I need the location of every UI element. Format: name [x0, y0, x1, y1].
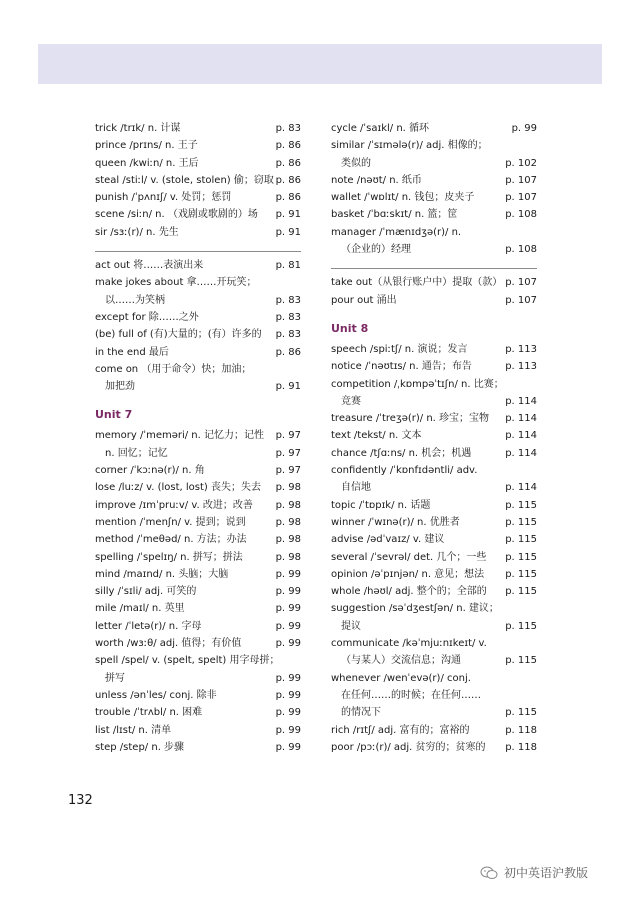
page-reference: p. 83 — [275, 123, 301, 134]
entry-text: notice /ˈnəʊtɪs/ n. 通告；布告 — [331, 361, 472, 373]
entry-text: n. 回忆；记忆 — [105, 447, 168, 459]
glossary-entry-line — [95, 172, 301, 189]
page-reference: p. 108 — [505, 209, 537, 221]
page-reference: p. 114 — [505, 430, 537, 442]
entry-text: queen /kwiːn/ n. 王后 — [95, 157, 199, 169]
entry-text: act out 将……表演出来 — [95, 260, 204, 272]
glossary-entry-line — [331, 155, 537, 172]
glossary-entry-line — [95, 652, 301, 669]
entry-text: make jokes about 拿……开玩笑； — [95, 277, 257, 289]
glossary-entry-line — [331, 618, 537, 635]
page-reference: p. 115 — [505, 586, 537, 598]
glossary-entry-line — [95, 344, 301, 361]
glossary-entry-line — [331, 120, 537, 137]
entry-text: 以……为笑柄 — [105, 294, 165, 306]
left-phrase-list — [95, 251, 301, 395]
page-reference: p. 115 — [505, 499, 537, 511]
page-reference: p. 115 — [505, 620, 537, 632]
entry-text: silly /ˈsɪli/ adj. 可笑的 — [95, 586, 197, 598]
right-phrase-list — [331, 268, 537, 309]
glossary-entry-line — [95, 274, 301, 291]
entry-text: spelling /ˈspelɪŋ/ n. 拼写；拼法 — [95, 551, 243, 563]
entry-text: （企业的）经理 — [341, 244, 411, 256]
glossary-entry-line — [95, 497, 301, 514]
glossary-entry-line — [331, 445, 537, 462]
entry-text: similar /ˈsɪmələ(r)/ adj. 相像的； — [331, 140, 488, 152]
entry-text: mention /ˈmenʃn/ v. 提到；说到 — [95, 516, 246, 528]
glossary-entry-line — [95, 257, 301, 274]
page-reference: p. 98 — [275, 499, 301, 511]
entry-text: basket /ˈbɑːskɪt/ n. 篮；筐 — [331, 209, 458, 221]
glossary-entry-line — [331, 462, 537, 479]
unit-7-heading: Unit 7 — [95, 408, 133, 422]
page-reference: p. 107 — [505, 277, 537, 289]
glossary-entry-line — [95, 566, 301, 583]
entry-text: come on （用于命令）快；加油； — [95, 363, 252, 375]
entry-text: (be) full of (有)大量的；(有）许多的 — [95, 329, 262, 341]
page-reference: p. 86 — [275, 140, 301, 152]
glossary-entry-line — [95, 309, 301, 326]
page-reference: p. 91 — [275, 381, 301, 393]
entry-text: advise /ədˈvaɪz/ v. 建议 — [331, 534, 445, 546]
page-reference: p. 86 — [275, 192, 301, 204]
entry-text: improve /ɪmˈpruːv/ v. 改进；改善 — [95, 499, 253, 511]
glossary-entry-line — [331, 206, 537, 223]
page-reference: p. 83 — [275, 294, 301, 306]
glossary-entry-line — [95, 479, 301, 496]
entry-text: treasure /ˈtreʒə(r)/ n. 珍宝；宝物 — [331, 413, 490, 425]
entry-text: 的情况下 — [341, 707, 381, 719]
page-reference: p. 98 — [275, 482, 301, 494]
page-number: 132 — [68, 793, 93, 808]
page-reference: p. 99 — [511, 123, 537, 134]
glossary-entry-line — [331, 549, 537, 566]
page-reference: p. 97 — [275, 430, 301, 442]
entry-text: speech /spiːtʃ/ n. 演说；发言 — [331, 343, 468, 355]
entry-text: steal /stiːl/ v. (stole, stolen) 偷；窃取 — [95, 174, 274, 186]
glossary-entry-line — [331, 137, 537, 154]
page-reference: p. 115 — [505, 534, 537, 546]
glossary-entry-line — [95, 189, 301, 206]
page-reference: p. 99 — [275, 620, 301, 632]
glossary-entry-line — [331, 479, 537, 496]
entry-text: 提议 — [341, 620, 361, 632]
entry-text: whole /həʊl/ adj. 整个的；全部的 — [331, 586, 487, 598]
glossary-entry-line — [331, 739, 537, 756]
glossary-entry-line — [95, 687, 301, 704]
entry-text: poor /pɔː(r)/ adj. 贫穷的；贫寒的 — [331, 741, 486, 753]
glossary-entry-line — [331, 224, 537, 241]
right-column — [331, 120, 537, 756]
entry-text: scene /siːn/ n. （戏剧或歌剧的）场 — [95, 209, 258, 221]
entry-text: trouble /ˈtrʌbl/ n. 困难 — [95, 707, 203, 719]
entry-text: confidently /ˈkɒnfɪdəntli/ adv. — [331, 465, 478, 477]
page-reference: p. 118 — [505, 741, 537, 753]
glossary-entry-line — [95, 326, 301, 343]
glossary-entry-line — [331, 514, 537, 531]
entry-text: 加把劲 — [105, 381, 135, 393]
entry-text: topic /ˈtɒpɪk/ n. 话题 — [331, 499, 431, 511]
entry-text: mile /maɪl/ n. 英里 — [95, 603, 185, 615]
watermark — [480, 864, 588, 881]
wechat-icon — [480, 866, 498, 880]
entry-text: take out（从银行账户中）提取（款） — [331, 277, 503, 289]
glossary-entry-line — [331, 670, 537, 687]
entry-text: in the end 最后 — [95, 346, 169, 358]
glossary-entry-line — [95, 155, 301, 172]
entry-text: suggestion /səˈdʒestʃən/ n. 建议； — [331, 603, 499, 615]
page-reference: p. 114 — [505, 413, 537, 425]
page-reference: p. 115 — [505, 551, 537, 563]
glossary-entry-line — [95, 514, 301, 531]
page-reference: p. 107 — [505, 192, 537, 204]
page-reference: p. 114 — [505, 482, 537, 494]
page-reference: p. 99 — [275, 741, 301, 753]
page-reference: p. 98 — [275, 516, 301, 528]
left-column — [95, 120, 301, 756]
page-reference: p. 113 — [505, 343, 537, 355]
glossary-entry-line — [331, 172, 537, 189]
glossary-entry-line — [95, 549, 301, 566]
page-reference: p. 114 — [505, 395, 537, 407]
page-reference: p. 99 — [275, 689, 301, 701]
page-reference: p. 118 — [505, 724, 537, 736]
page-reference: p. 114 — [505, 447, 537, 459]
entry-text: wallet /ˈwɒlɪt/ n. 钱包；皮夹子 — [331, 192, 475, 204]
page-reference: p. 113 — [505, 361, 537, 373]
glossary-entry-line — [95, 722, 301, 739]
entry-text: text /tekst/ n. 文本 — [331, 430, 422, 442]
glossary-entry-line — [331, 566, 537, 583]
page-reference: p. 107 — [505, 174, 537, 186]
glossary-entry-line — [95, 361, 301, 378]
glossary-entry-line — [331, 341, 537, 358]
entry-text: mind /maɪnd/ n. 头脑；大脑 — [95, 568, 229, 580]
entry-text: pour out 涌出 — [331, 294, 397, 306]
page-reference: p. 99 — [275, 568, 301, 580]
entry-text: corner /ˈkɔːnə(r)/ n. 角 — [95, 465, 205, 477]
page-reference: p. 99 — [275, 586, 301, 598]
page-reference: p. 86 — [275, 157, 301, 169]
entry-text: chance /tʃɑːns/ n. 机会；机遇 — [331, 447, 472, 459]
page-reference: p. 107 — [505, 294, 537, 306]
entry-text: opinion /əˈpɪnjən/ n. 意见；想法 — [331, 568, 485, 580]
glossary-entry-line — [95, 427, 301, 444]
glossary-entry-line — [95, 462, 301, 479]
glossary-entry-line — [95, 600, 301, 617]
page-reference: p. 97 — [275, 465, 301, 477]
page-reference: p. 108 — [505, 244, 537, 256]
glossary-entry-line — [331, 687, 537, 704]
glossary-entry-line — [95, 378, 301, 395]
entry-text: winner /ˈwɪnə(r)/ n. 优胜者 — [331, 516, 460, 528]
entry-text: list /lɪst/ n. 清单 — [95, 724, 172, 736]
entry-text: （与某人）交流信息；沟通 — [341, 655, 461, 667]
entry-text: step /step/ n. 步骤 — [95, 741, 185, 753]
glossary-entry-line — [331, 704, 537, 721]
page-reference: p. 97 — [275, 447, 301, 459]
glossary-entry-line — [331, 635, 537, 652]
glossary-entry-line — [95, 445, 301, 462]
glossary-entry-line — [331, 497, 537, 514]
entry-text: manager /ˈmænɪdʒə(r)/ n. — [331, 226, 462, 238]
glossary-entry-line — [331, 531, 537, 548]
entry-text: 类似的 — [341, 157, 371, 169]
glossary-entry-line — [331, 393, 537, 410]
entry-text: punish /ˈpʌnɪʃ/ v. 处罚；惩罚 — [95, 192, 232, 204]
glossary-entry-line — [95, 739, 301, 756]
glossary-entry-line — [95, 206, 301, 223]
page-reference: p. 98 — [275, 551, 301, 563]
glossary-entry-line — [95, 224, 301, 241]
page-reference: p. 99 — [275, 603, 301, 615]
entry-text: note /nəʊt/ n. 纸币 — [331, 174, 422, 186]
glossary-entry-line — [95, 670, 301, 687]
glossary-entry-line — [95, 531, 301, 548]
page-reference: p. 99 — [275, 707, 301, 719]
entry-text: whenever /wenˈevə(r)/ conj. — [331, 672, 471, 684]
page-reference: p. 99 — [275, 638, 301, 650]
glossary-entry-line — [331, 583, 537, 600]
glossary-entry-line — [331, 410, 537, 427]
entry-text: except for 除……之外 — [95, 311, 199, 323]
glossary-entry-line — [95, 635, 301, 652]
glossary-entry-line — [331, 292, 537, 309]
entry-text: competition /ˌkɒmpəˈtɪʃn/ n. 比赛； — [331, 378, 504, 390]
page-reference: p. 98 — [275, 534, 301, 546]
page-reference: p. 99 — [275, 724, 301, 736]
page-reference: p. 91 — [275, 226, 301, 238]
page-reference: p. 115 — [505, 568, 537, 580]
page-reference: p. 86 — [275, 346, 301, 358]
page-reference: p. 83 — [275, 329, 301, 341]
page-reference: p. 115 — [505, 516, 537, 528]
entry-text: 拼写 — [105, 672, 125, 684]
glossary-entry-line — [331, 358, 537, 375]
glossary-entry-line — [95, 618, 301, 635]
page-reference: p. 99 — [275, 672, 301, 684]
glossary-entry-line — [331, 722, 537, 739]
entry-text: lose /luːz/ v. (lost, lost) 丧失；失去 — [95, 482, 261, 494]
entry-text: 自信地 — [341, 482, 371, 494]
page-reference: p. 115 — [505, 655, 537, 667]
header-banner — [38, 44, 602, 84]
entry-text: several /ˈsevrəl/ det. 几个；一些 — [331, 551, 487, 563]
glossary-entry-line — [331, 189, 537, 206]
entry-text: cycle /ˈsaɪkl/ n. 循环 — [331, 123, 430, 134]
glossary-entry-line — [95, 120, 301, 137]
page-reference: p. 83 — [275, 311, 301, 323]
entry-text: worth /wɜːθ/ adj. 值得；有价值 — [95, 638, 242, 650]
glossary-entry-line — [331, 241, 537, 258]
glossary-entry-line — [95, 704, 301, 721]
page-reference: p. 115 — [505, 707, 537, 719]
left-word-list — [95, 120, 301, 241]
page-reference: p. 86 — [275, 174, 301, 186]
unit-7-word-list — [95, 427, 301, 756]
page-reference: p. 81 — [275, 260, 301, 272]
entry-text: spell /spel/ v. (spelt, spelt) 用字母拼； — [95, 655, 280, 667]
glossary-entry-line — [95, 137, 301, 154]
entry-text: prince /prɪns/ n. 王子 — [95, 140, 198, 152]
entry-text: rich /rɪtʃ/ adj. 富有的；富裕的 — [331, 724, 470, 736]
entry-text: 竞赛 — [341, 395, 361, 407]
glossary-entry-line — [331, 376, 537, 393]
unit-8-heading: Unit 8 — [331, 321, 369, 335]
glossary-entry-line — [331, 274, 537, 291]
right-word-list — [331, 120, 537, 258]
entry-text: letter /ˈletə(r)/ n. 字母 — [95, 620, 202, 632]
entry-text: unless /ənˈles/ conj. 除非 — [95, 689, 217, 701]
page-reference: p. 91 — [275, 209, 301, 221]
glossary-entry-line — [331, 652, 537, 669]
entry-text: memory /ˈmeməri/ n. 记忆力；记性 — [95, 430, 264, 442]
entry-text: method /ˈmeθəd/ n. 方法；办法 — [95, 534, 247, 546]
entry-text: 在任何……的时候；在任何…… — [341, 689, 481, 701]
glossary-entry-line — [95, 583, 301, 600]
glossary-entry-line — [331, 427, 537, 444]
watermark-text: 初中英语沪教版 — [504, 866, 589, 880]
glossary-entry-line — [95, 292, 301, 309]
glossary-entry-line — [331, 600, 537, 617]
entry-text: trick /trɪk/ n. 计谋 — [95, 123, 181, 134]
entry-text: communicate /kəˈmjuːnɪkeɪt/ v. — [331, 638, 487, 650]
entry-text: sir /sɜː(r)/ n. 先生 — [95, 226, 179, 238]
page-reference: p. 102 — [505, 157, 537, 169]
unit-8-word-list — [331, 341, 537, 756]
